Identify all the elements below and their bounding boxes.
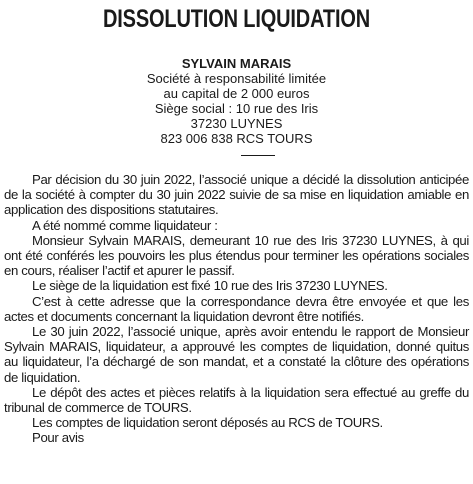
paragraph-liquidation-seat: Le siège de la liquidation est fixé 10 rue des Iris 37230 LUYNES. — [32, 278, 388, 294]
notice-headline: DISSOLUTION LIQUIDATION — [102, 5, 371, 33]
paragraph-liquidator-heading: A été nommé comme liquidateur : — [32, 217, 218, 233]
paragraph-correspondence: C’est à cette adresse que la correspondance devra être envoyée et que les actes et documents concernant la liquidation devront être notifiés. — [4, 293, 469, 324]
paragraph-closure: Le 30 juin 2022, l’associé unique, après avoir entendu le rapport de Monsieur Sylvain MARAIS, liquidateur, a approuvé les comptes de liquidation, donné quitus au liquidateur, l’a déchargé de son mandat, et a constaté la clôture des opérations de liquidation. — [4, 324, 469, 385]
paragraph-pour-avis: Pour avis — [32, 430, 84, 446]
paragraph-liquidator: Monsieur Sylvain MARAIS, demeurant 10 rue des Iris 37230 LUYNES, à qui ont été conférés les pouvoirs les plus étendus pour terminer les opérations sociales en cours, réaliser l’actif et apurer le passif. — [4, 232, 469, 279]
company-city: 37230 LUYNES — [190, 116, 283, 131]
company-block — [4, 56, 469, 146]
company-capital: au capital de 2 000 euros — [163, 86, 310, 101]
paragraph-dissolution: Par décision du 30 juin 2022, l’associé unique a décidé la dissolution anticipée de la société à compter du 30 juin 2022 suivie de sa mise en liquidation amiable en application des dispositions statutaires. — [4, 172, 469, 218]
separator-rule — [241, 155, 275, 156]
company-legal-form: Société à responsabilité limitée — [146, 71, 327, 86]
paragraph-filing: Le dépôt des actes et pièces relatifs à la liquidation sera effectué au greffe du tribunal de commerce de TOURS. — [4, 384, 469, 416]
company-name: SYLVAIN MARAIS — [181, 56, 292, 71]
company-registration: 823 006 838 RCS TOURS — [160, 131, 313, 146]
company-address: Siège social : 10 rue des Iris — [154, 101, 319, 116]
notice-body — [4, 172, 469, 446]
paragraph-accounts: Les comptes de liquidation seront déposés au RCS de TOURS. — [32, 415, 383, 431]
